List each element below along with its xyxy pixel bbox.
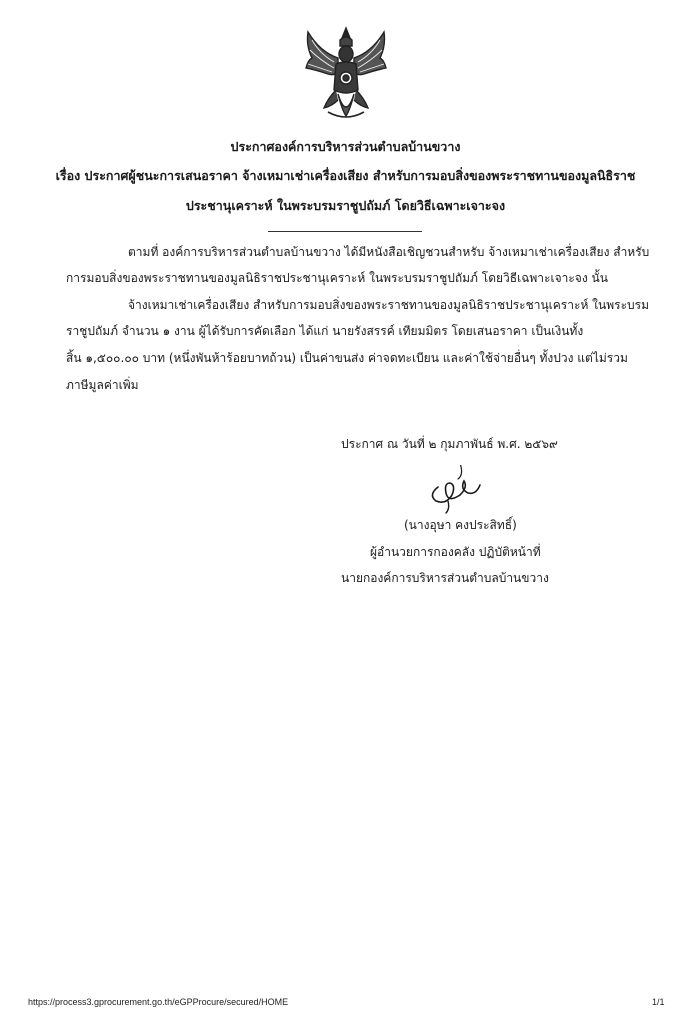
body-text: การมอบสิ่งของพระราชทานของมูลนิธิราชประชานุเคราะห์ ในพระบรมราชูปถัมภ์ โดยวิธีเฉพาะเจาะจง นั้น [66, 271, 608, 285]
body-text: ภาษีมูลค่าเพิ่ม [66, 378, 139, 392]
garuda-emblem-icon [298, 24, 394, 124]
signatory-position-secondary: นายกองค์การบริหารส่วนตำบลบ้านขวาง [341, 571, 549, 585]
title-divider [268, 231, 422, 232]
footer-url[interactable]: https://process3.gprocurement.go.th/eGPProcure/secured/HOME [28, 997, 289, 1007]
signatory-position: ผู้อำนวยการกองคลัง ปฏิบัติหน้าที่ [370, 545, 541, 559]
subject-line: เรื่อง ประกาศผู้ชนะการเสนอราคา จ้างเหมาเช่าเครื่องเสียง สำหรับการมอบสิ่งของพระราชทานของมูลนิธิราช [55, 168, 636, 183]
body-text: สิ้น ๑,๕๐๐.๐๐ บาท (หนึ่งพันห้าร้อยบาทถ้วน) เป็นค่าขนส่ง ค่าจดทะเบียน และค่าใช้จ่ายอื่นๆ ทั้งปวง แต่ไม่รวม [66, 351, 628, 365]
announcement-date: ประกาศ ณ วันที่ ๒ กุมภาพันธ์ พ.ศ. ๒๕๖๙ [341, 437, 558, 451]
handwritten-signature [424, 465, 494, 515]
subject-line-continued: ประชานุเคราะห์ ในพระบรมราชูปถัมภ์ โดยวิธีเฉพาะเจาะจง [185, 198, 506, 213]
signatory-name: (นางอุษา คงประสิทธิ์) [404, 518, 517, 532]
body-text: จ้างเหมาเช่าเครื่องเสียง สำหรับการมอบสิ่งของพระราชทานของมูลนิธิราชประชานุเคราะห์ ในพระบรม [128, 298, 649, 312]
body-text: ราชูปถัมภ์ จำนวน ๑ งาน ผู้ได้รับการคัดเลือก ได้แก่ นายรังสรรค์ เทียมมิตร โดยเสนอราคา เป็นเงินทั้ง [66, 324, 584, 338]
page-number: 1/1 [652, 997, 665, 1007]
body-text: ตามที่ องค์การบริหารส่วนตำบลบ้านขวาง ได้มีหนังสือเชิญชวนสำหรับ จ้างเหมาเช่าเครื่องเสียง สำหรับ [128, 245, 650, 259]
announcement-title: ประกาศองค์การบริหารส่วนตำบลบ้านขวาง [230, 139, 461, 154]
